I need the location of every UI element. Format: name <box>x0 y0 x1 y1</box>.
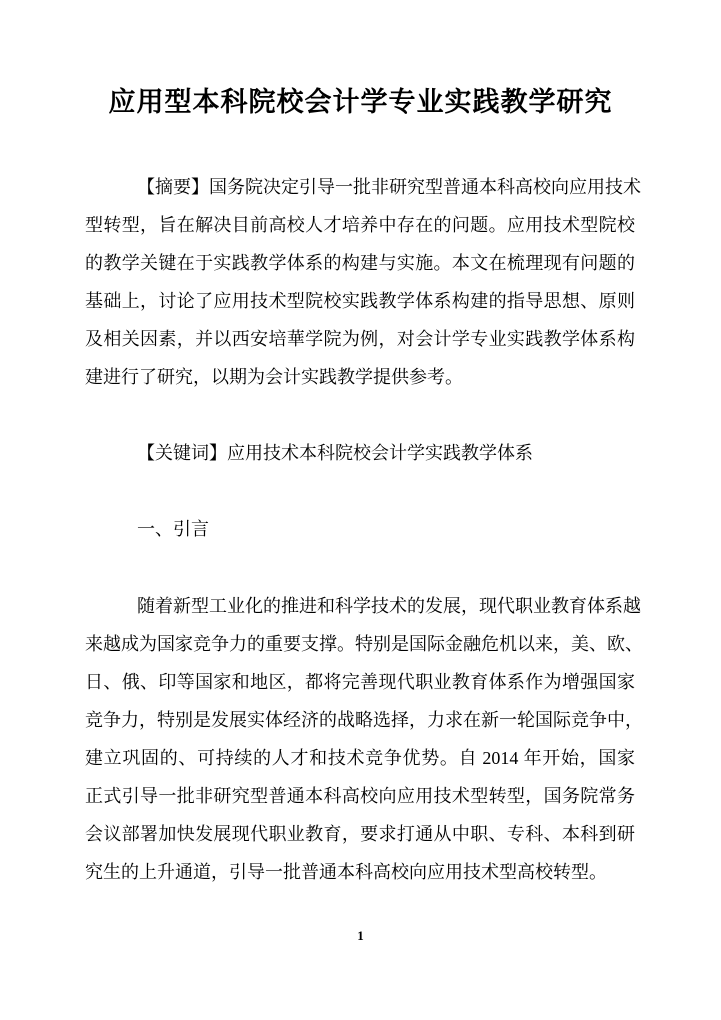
text-line: 【摘要】国务院决定引导一批非研究型普通本科高校向应用技术 <box>137 177 641 197</box>
text-line: 来越成为国家竞争力的重要支撑。特别是国际金融危机以来，美、欧、 <box>85 634 643 654</box>
text-line: 竞争力，特别是发展实体经济的战略选择，力求在新一轮国际竞争中， <box>85 710 643 730</box>
text-line: 基础上，讨论了应用技术型院校实践教学体系构建的指导思想、原则 <box>85 291 635 311</box>
page-number: 1 <box>357 928 364 943</box>
document-title: 应用型本科院校会计学专业实践教学研究 <box>108 87 613 117</box>
text-line: 随着新型工业化的推进和科学技术的发展，现代职业教育体系越 <box>137 596 641 616</box>
text-line: 正式引导一批非研究型普通本科高校向应用技术型转型，国务院常务 <box>85 786 635 806</box>
section-heading-block <box>85 510 635 548</box>
text-line: 日、俄、印等国家和地区，都将完善现代职业教育体系作为增强国家 <box>85 672 635 692</box>
keywords-line: 【关键词】应用技术本科院校会计学实践教学体系 <box>137 443 533 463</box>
text-line: 型转型，旨在解决目前高校人才培养中存在的问题。应用技术型院校 <box>85 215 635 235</box>
text-line: 建进行了研究，以期为会计实践教学提供参考。 <box>85 367 463 387</box>
intro-paragraph <box>85 587 643 891</box>
keywords-block <box>85 434 635 472</box>
text-line: 的教学关键在于实践教学体系的构建与实施。本文在梳理现有问题的 <box>85 253 635 273</box>
text-line: 会议部署加快发展现代职业教育，要求打通从中职、专科、本科到研 <box>85 824 635 844</box>
text-line: 建立巩固的、可持续的人才和技术竞争优势。自 2014 年开始，国家 <box>85 748 635 768</box>
text-line: 及相关因素，并以西安培華学院为例，对会计学专业实践教学体系构 <box>85 329 635 349</box>
section-heading: 一、引言 <box>137 519 209 539</box>
text-line: 究生的上升通道，引导一批普通本科高校向应用技术型高校转型。 <box>85 862 607 882</box>
abstract-paragraph <box>85 168 641 396</box>
